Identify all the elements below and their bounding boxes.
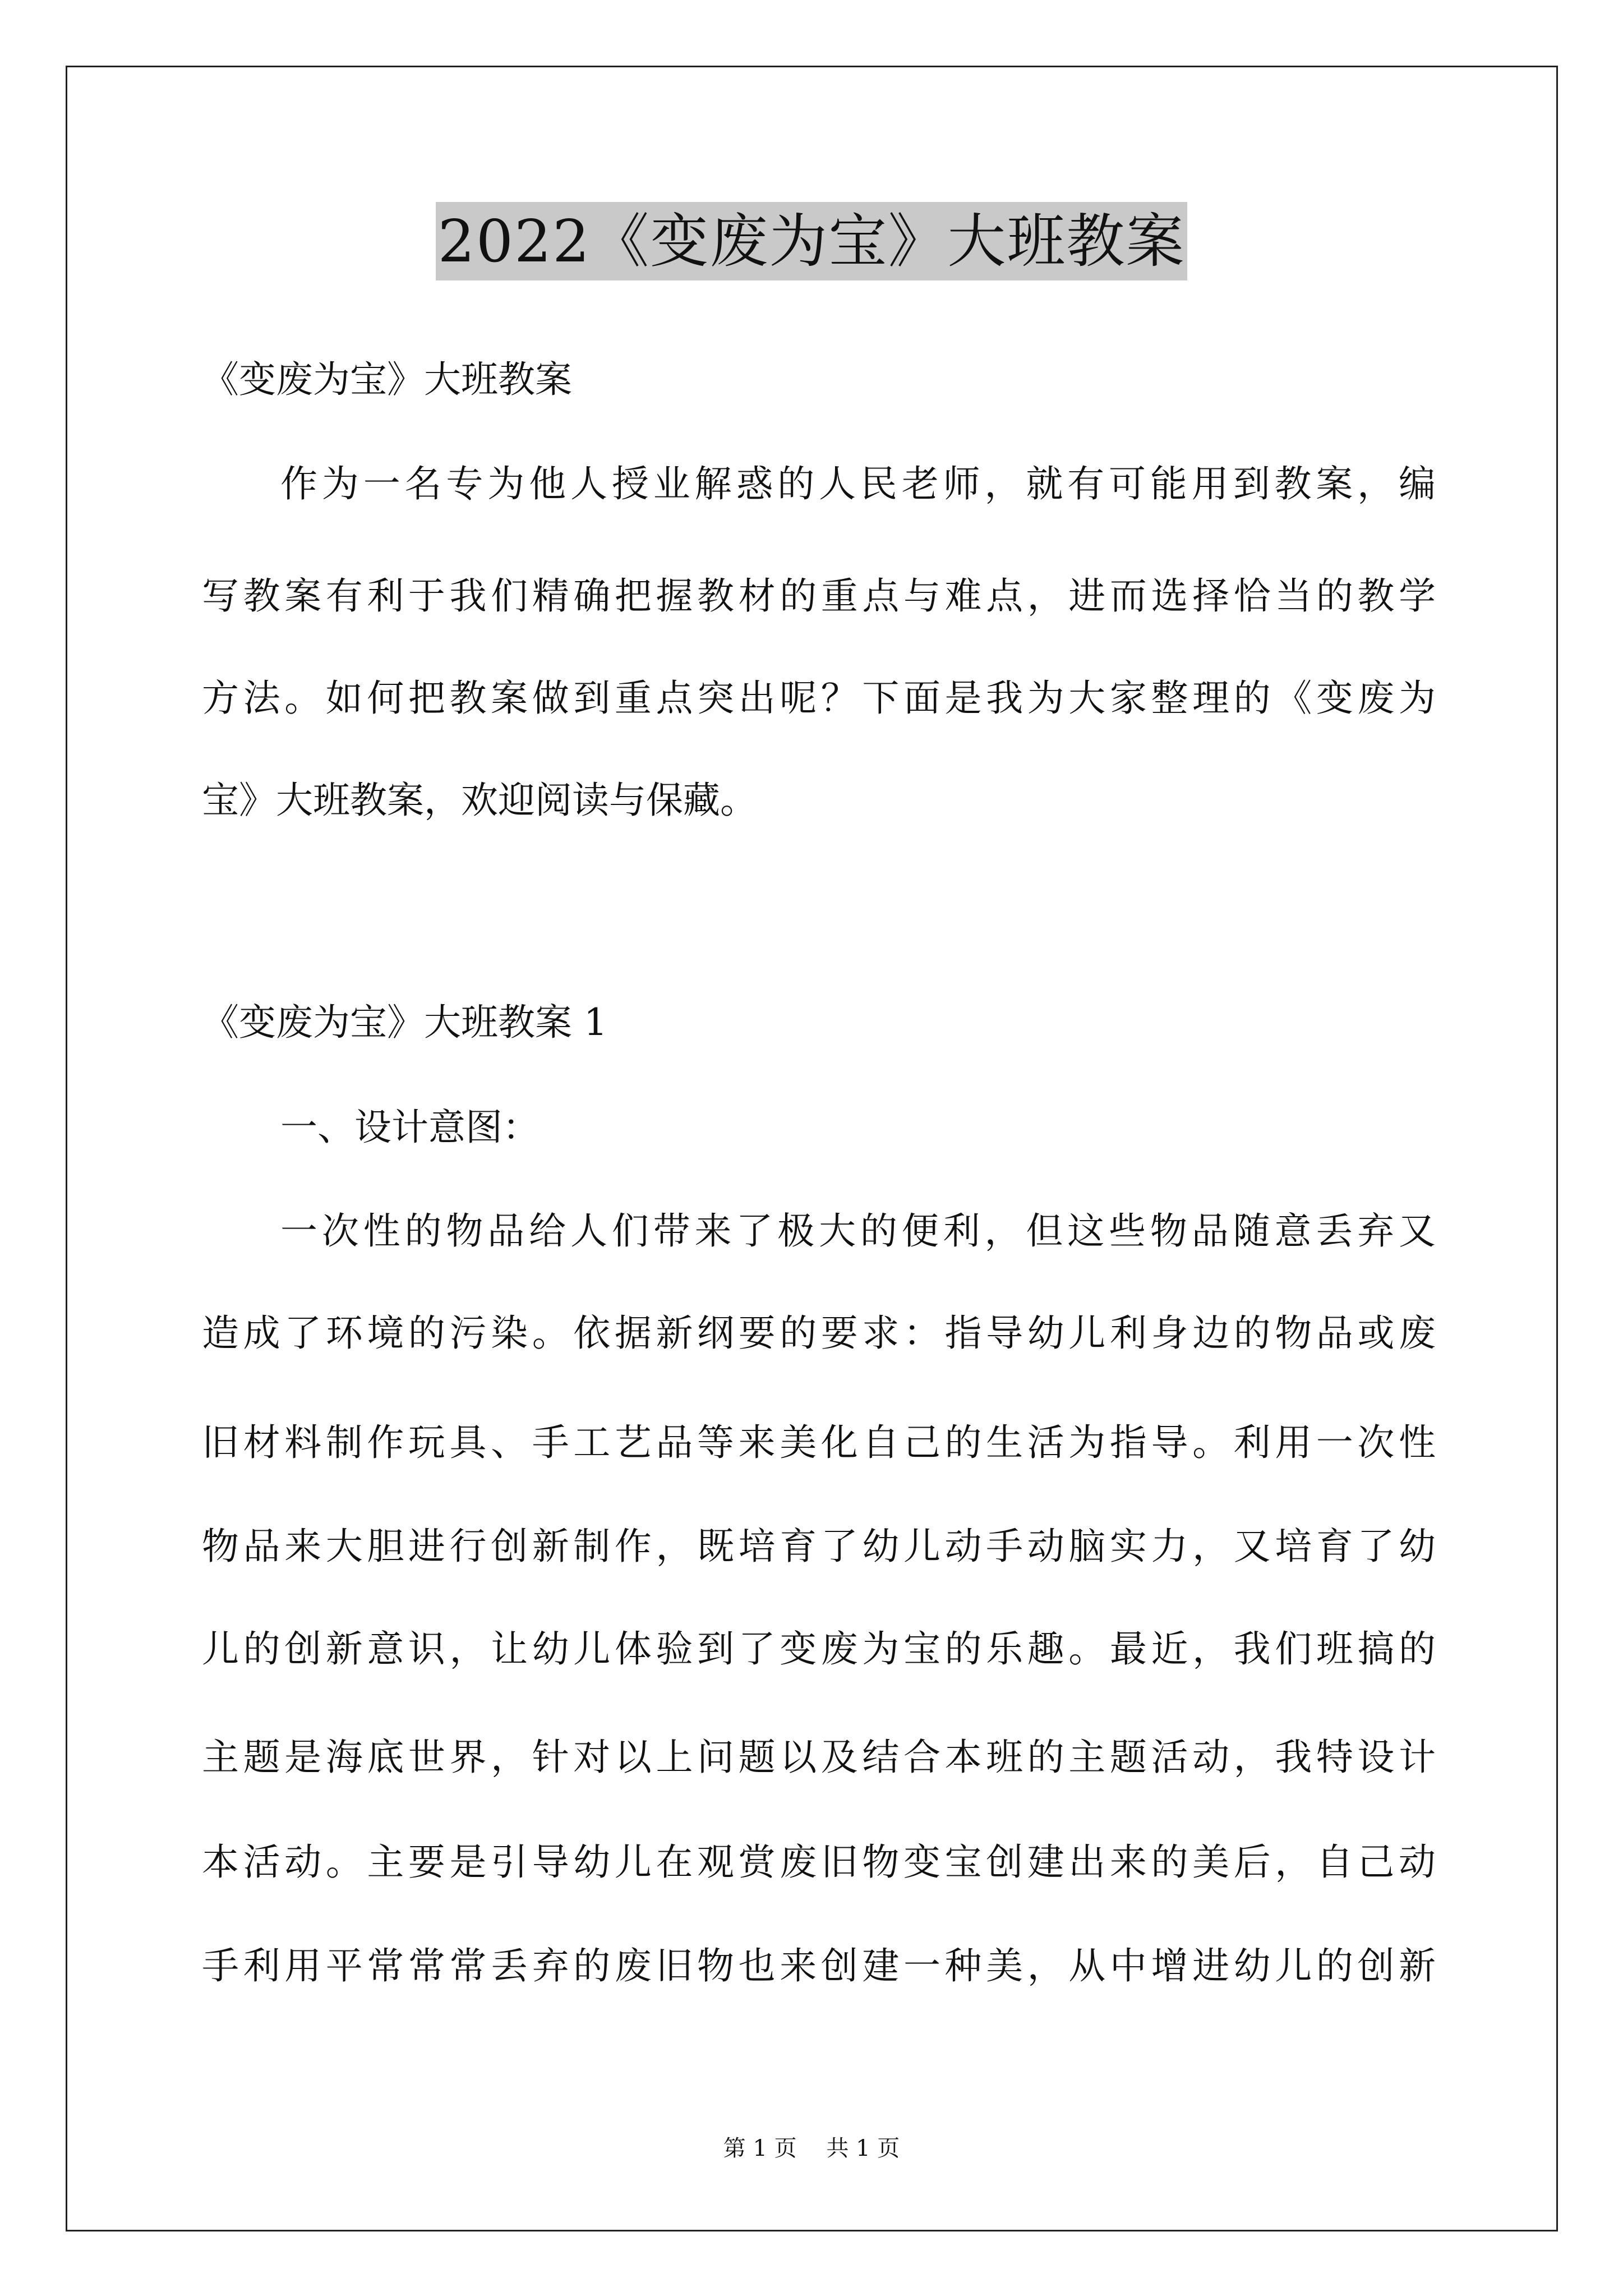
body-line: 旧材料制作玩具、手工艺品等来美化自己的生活为指导。利用一次性 (202, 1421, 1436, 1464)
body-line: 造成了环境的污染。依据新纲要的要求：指导幼儿利身边的物品或废 (202, 1312, 1436, 1355)
document-subtitle: 《变废为宝》大班教案 (202, 358, 572, 401)
section-heading: 一、设计意图： (280, 1106, 540, 1149)
section-title: 《变废为宝》大班教案 1 (202, 1001, 607, 1044)
intro-line: 方法。如何把教案做到重点突出呢？下面是我为大家整理的《变废为 (202, 677, 1436, 720)
body-line: 物品来大胆进行创新制作，既培育了幼儿动手动脑实力，又培育了幼 (202, 1525, 1436, 1568)
intro-line: 作为一名专为他人授业解惑的人民老师，就有可能用到教案，编 (280, 462, 1436, 505)
title-container (0, 202, 1623, 280)
document-title: 2022《变废为宝》大班教案 (436, 202, 1188, 280)
page-number: 第 1 页 (723, 2136, 797, 2161)
body-line: 一次性的物品给人们带来了极大的便利，但这些物品随意丢弃又 (280, 1209, 1436, 1253)
body-line: 手利用平常常常丢弃的废旧物也来创建一种美，从中增进幼儿的创新 (202, 1944, 1436, 1987)
body-line: 儿的创新意识，让幼儿体验到了变废为宝的乐趣。最近，我们班搞的 (202, 1627, 1436, 1671)
body-line: 主题是海底世界，针对以上问题以及结合本班的主题活动，我特设计 (202, 1736, 1436, 1779)
intro-line: 宝》大班教案，欢迎阅读与保藏。 (202, 779, 757, 822)
intro-line: 写教案有利于我们精确把握教材的重点与难点，进而选择恰当的教学 (202, 574, 1436, 618)
body-line: 本活动。主要是引导幼儿在观赏废旧物变宝创建出来的美后，自己动 (202, 1841, 1436, 1884)
page-footer (0, 2132, 1623, 2165)
page-total: 共 1 页 (826, 2136, 900, 2161)
